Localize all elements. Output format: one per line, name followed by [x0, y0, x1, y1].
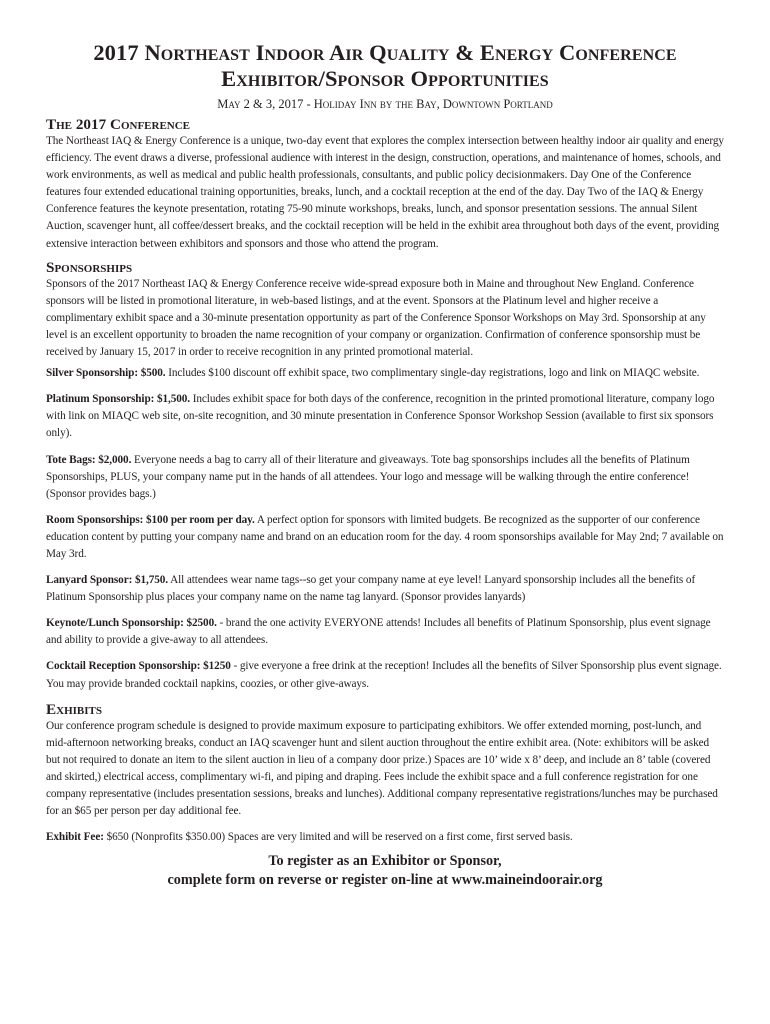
sponsorship-text: Includes exhibit space for both days of the conference, recognition in the printed promotional literature, company logo with link on MIAQC web site, on-site recognition, and 30 minute presentation in Conference Sponsor Workshop Session (available to first six sponsors only). — [46, 393, 715, 440]
exhibit-fee-label: Exhibit Fee: — [46, 831, 104, 844]
sponsorship-text: A perfect option for sponsors with limited budgets. Be recognized as the supporter of our conference education content by putting your company name and brand on an education room for the day. 4 room sponsorships available for May 2nd; 7 available on May 3rd. — [46, 513, 724, 560]
sponsorship-item-cocktail-reception — [46, 658, 724, 692]
exhibits-heading: Exhibits — [46, 700, 102, 718]
sponsorship-text: - give everyone a free drink at the reception! Includes all the benefits of Silver Sponsorship plus event signage. You may provide branded cocktail napkins, coozies, or other give-aways. — [46, 660, 722, 690]
sponsorship-item-silver — [46, 365, 724, 382]
sponsorship-text: Everyone needs a bag to carry all of their literature and giveaways. Tote bag sponsorships includes all the benefits of Platinum Sponsorships, PLUS, your company name put in the hands of all attendees. Your logo and message will be walking through the entire conference! (Sponsor provides bags.) — [46, 453, 690, 500]
sponsorship-text: All attendees wear name tags--so get your company name at eye level! Lanyard sponsorship includes all the benefits of Platinum Sponsorship plus places your company name on the name tag lanyard. (Sponsor provides lanyards) — [46, 574, 696, 604]
sponsorship-label: Tote Bags: $2,000. — [46, 453, 132, 466]
title-line-2: Exhibitor/Sponsor Opportunities — [221, 66, 549, 91]
exhibits-section — [46, 701, 724, 847]
sponsorship-label: Silver Sponsorship: $500. — [46, 367, 166, 380]
sponsorship-label: Room Sponsorships: $100 per room per day. — [46, 513, 255, 526]
registration-callout — [46, 852, 724, 890]
event-date-location: May 2 & 3, 2017 - Holiday Inn by the Bay, Downtown Portland — [217, 97, 553, 111]
sponsorships-heading: Sponsorships — [46, 258, 133, 276]
sponsorship-label: Lanyard Sponsor: $1,750. — [46, 574, 168, 587]
sponsorship-item-tote-bags — [46, 452, 724, 503]
conference-section — [46, 116, 724, 253]
sponsorships-section — [46, 259, 724, 693]
registration-line-2: complete form on reverse or register on-line at www.maineindoorair.org — [167, 872, 603, 889]
sponsorship-text: - brand the one activity EVERYONE attends! Includes all benefits of Platinum Sponsorship, plus event signage and ability to provide a give-away to all attendees. — [46, 617, 711, 647]
exhibit-fee — [46, 829, 724, 846]
title-line-1: 2017 Northeast Indoor Air Quality & Energy Conference — [93, 40, 677, 65]
exhibit-fee-text: $650 (Nonprofits $350.00) Spaces are very limited and will be reserved on a first come, first served basis. — [103, 831, 573, 844]
conference-description: The Northeast IAQ & Energy Conference is a unique, two-day event that explores the complex intersection between healthy indoor air quality and energy efficiency. The event draws a diverse, professional audience with interest in the design, construction, operations, and maintenance of homes, schools, and work environments, as well as medical and public health professionals, consultants, and public policy decisionmakers. Day One of the Conference features four extended educational training opportunities, breaks, lunch, and a cocktail reception at the end of the day. Day Two of the IAQ & Energy Conference features the keynote presentation, rotating 75-90 minute workshops, breaks, lunch, and sponsor presentation sessions. The annual Silent Auction, scavenger hunt, all coffee/dessert breaks, and the cocktail reception will be held in the exhibit area throughout both days of the event, providing extensive interaction between exhibitors and sponsors and those who attend the program. — [46, 135, 724, 250]
sponsorship-text: Includes $100 discount off exhibit space, two complimentary single-day registrations, logo and link on MIAQC website. — [165, 367, 700, 380]
exhibits-description: Our conference program schedule is designed to provide maximum exposure to participating exhibitors. We offer extended morning, post-lunch, and mid-afternoon networking breaks, conduct an IAQ scavenger hunt and silent auction throughout the entire exhibit area. (Note: exhibitors will be asked but not required to donate an item to the silent auction in lieu of a company door prize.) Spaces are 10’ wide x 8’ deep, and include an 8’ table (covered and skirted,) electrical access, complimentary wi-fi, and piping and draping. Fees include the exhibit space and a full conference registration for one company representative (includes presentation sessions, breaks and lunches). Additional company representative registrations/lunches may be purchased for an $65 per person per day additional fee. — [46, 719, 718, 818]
sponsorships-intro: Sponsors of the 2017 Northeast IAQ & Energy Conference receive wide-spread exposure both in Maine and throughout New England. Conference sponsors will be listed in promotional literature, in web-based listings, and at the event. Sponsors at the Platinum level and higher receive a complimentary exhibit space and a 30-minute presentation opportunity as part of the Conference Sponsor Workshops on May 3rd. Sponsorship at any level is an excellent opportunity to broaden the name recognition of your company or organization. Confirmation of conference sponsorship must be received by January 15, 2017 in order to receive recognition in any printed promotional material. — [46, 277, 706, 359]
sponsorship-label: Cocktail Reception Sponsorship: $1250 — [46, 660, 231, 673]
sponsorship-item-keynote-lunch — [46, 615, 724, 649]
conference-heading: The 2017 Conference — [46, 116, 191, 133]
sponsorship-label: Keynote/Lunch Sponsorship: $2500. — [46, 617, 217, 630]
sponsorship-label: Platinum Sponsorship: $1,500. — [46, 393, 191, 406]
document-title — [46, 40, 724, 92]
sponsorship-item-lanyard — [46, 572, 724, 606]
registration-line-1: To register as an Exhibitor or Sponsor, — [268, 853, 502, 870]
sponsorship-item-room — [46, 512, 724, 563]
sponsorship-item-platinum — [46, 391, 724, 442]
